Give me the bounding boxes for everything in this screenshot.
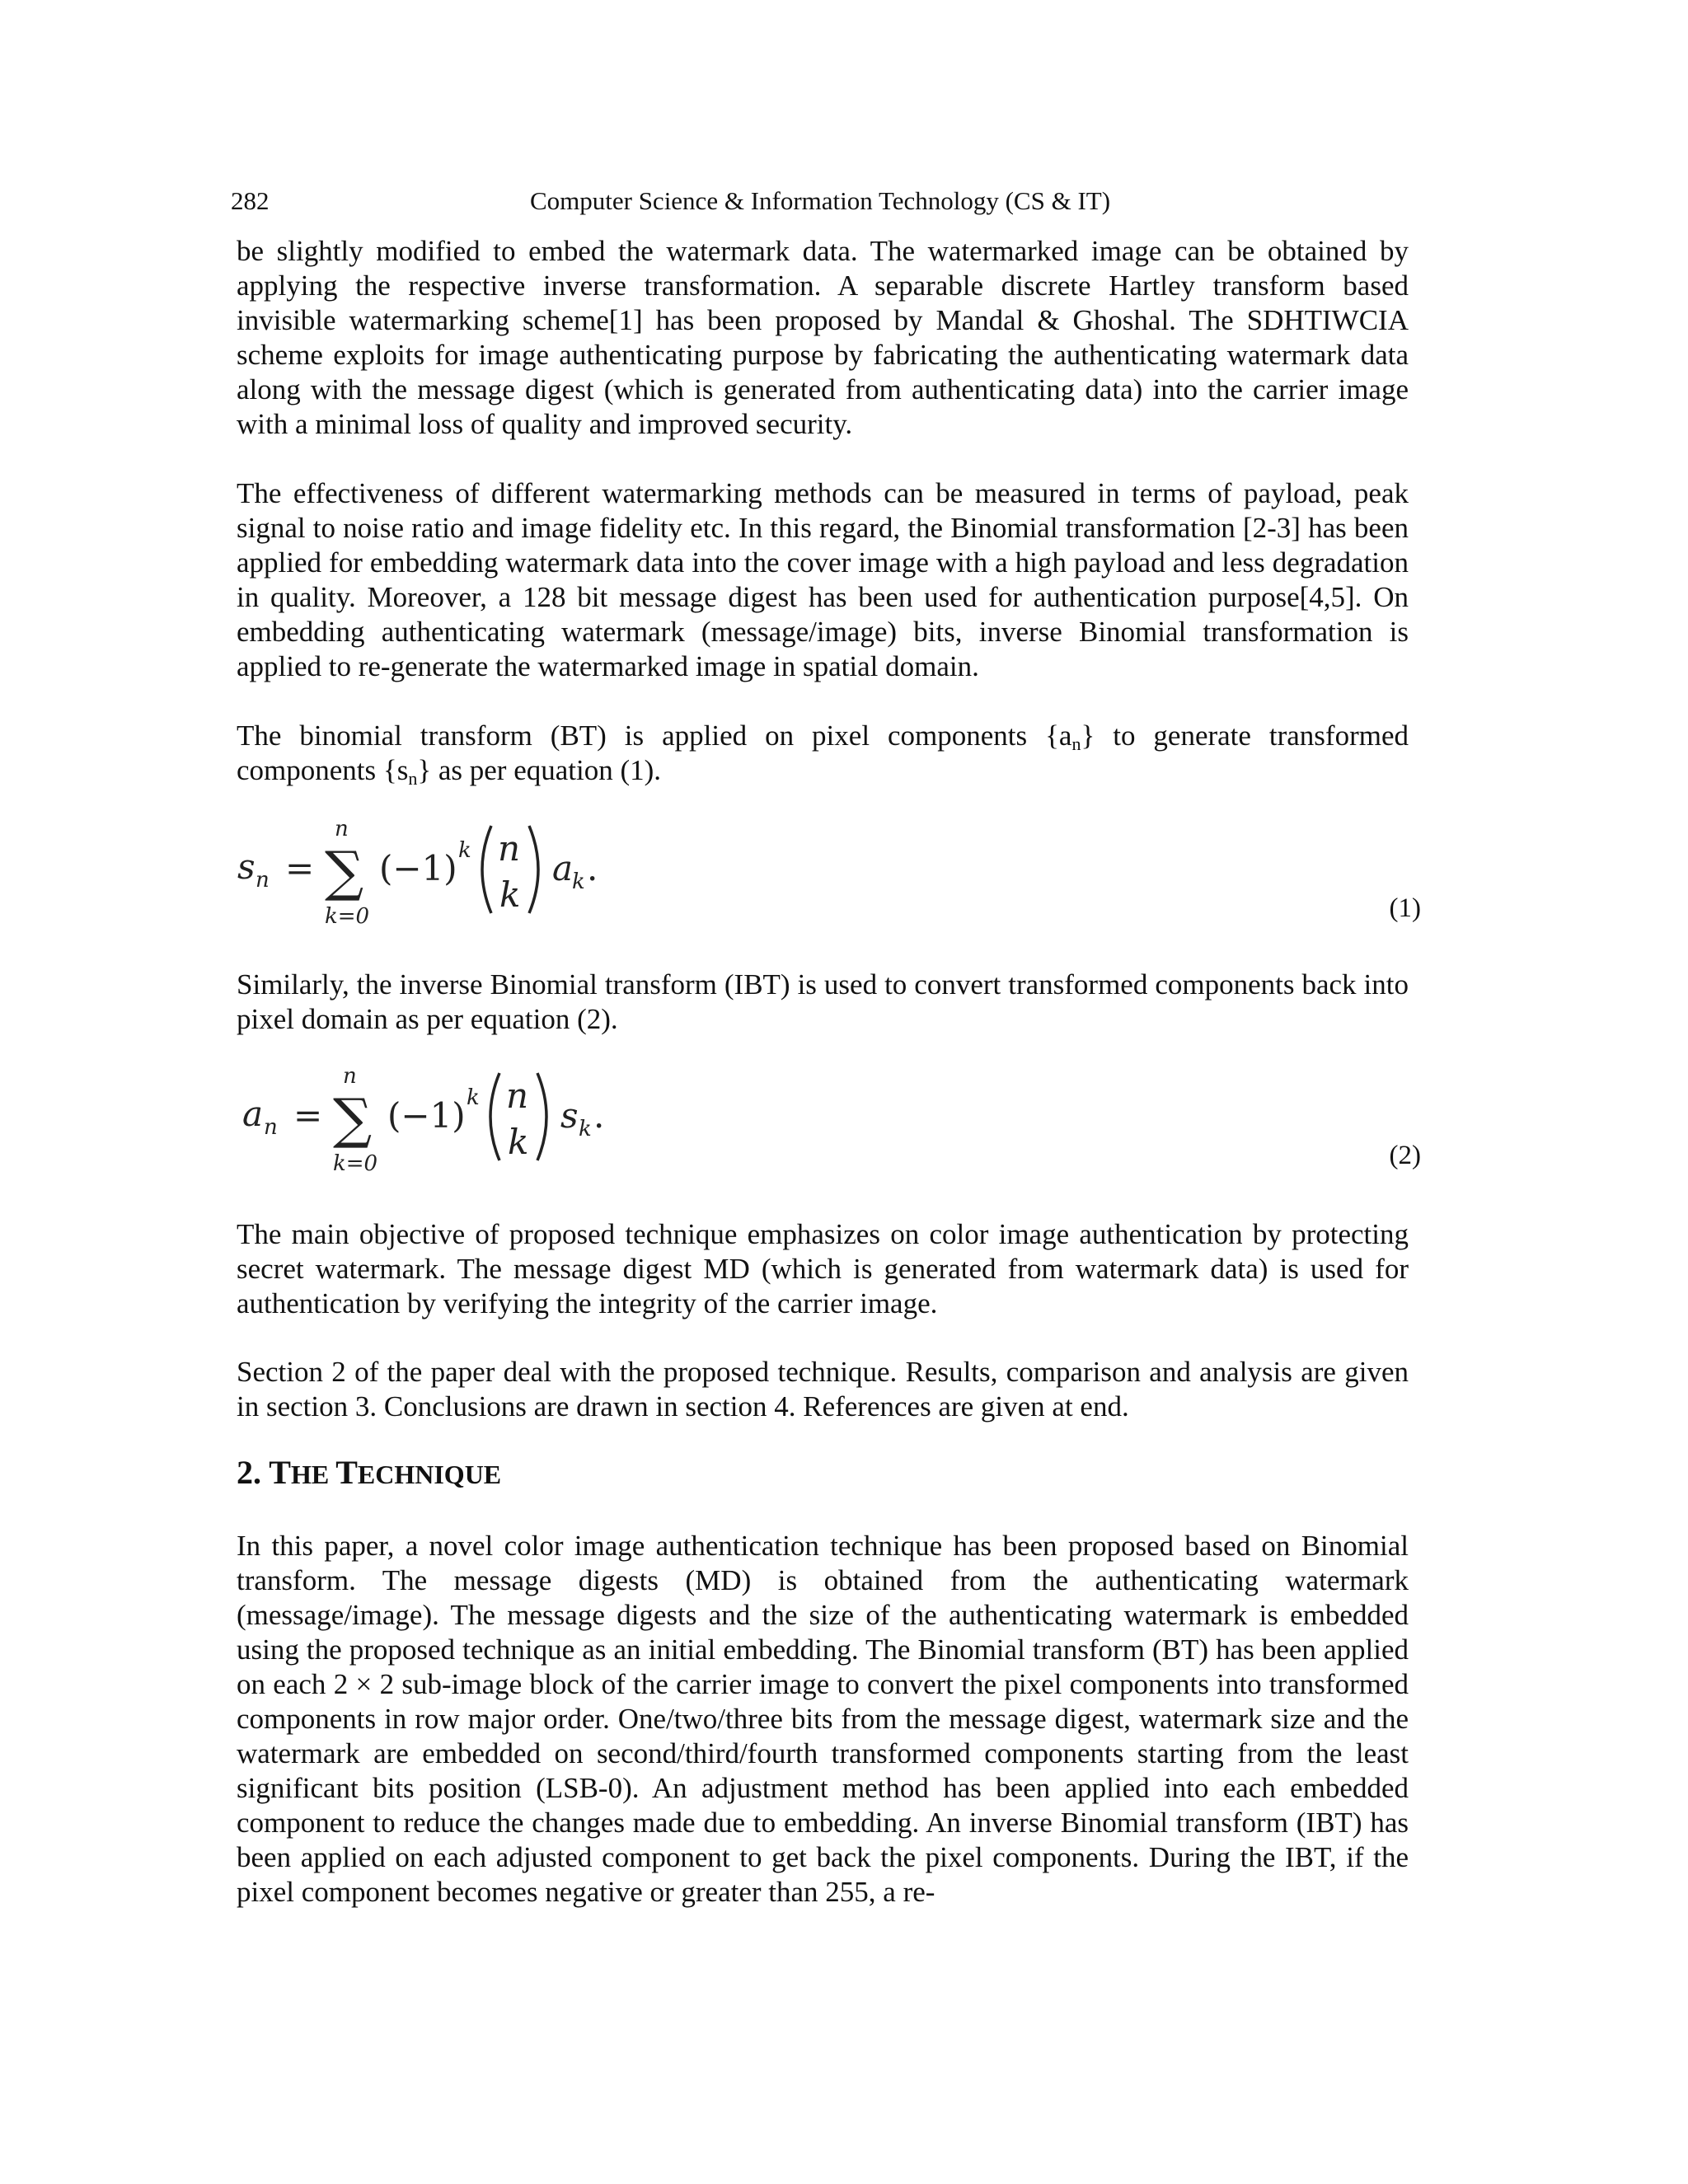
paragraph-technique-description: In this paper, a novel color image authentication technique has been proposed based on Binomial transform. The message digests (MD) is obtained from the authenticating watermark (message/image). The message digests and the size of the authenticating watermark is embedded using the proposed technique as an initial embedding. The Binomial transform (BT) has been applied on each 2 × 2 sub-image block of the carrier image to convert the pixel components into transformed components in row major order. One/two/three bits from the message digest, watermark size and the watermark are embedded on second/third/fourth transformed components starting from the least significant bits position (LSB-0). An adjustment method has been applied into each embedded component to reduce the changes made due to embedding. An inverse Binomial transform (IBT) has been applied on each adjusted component to get back the pixel components. During the IBT, if the pixel component becomes negative or greater than 255, a re- [237, 1530, 1409, 1908]
eq2-term-sub: k [579, 1117, 592, 1141]
paragraph-inverse-binomial: Similarly, the inverse Binomial transform (IBT) is used to convert transformed components back into pixel domain as per equation (2). [237, 968, 1409, 1035]
eq2-factor-exp: k [467, 1085, 480, 1110]
eq1-binom-left-paren [482, 826, 491, 913]
p3-text-2: } to generate transformed components {s [237, 719, 1409, 786]
eq2-period: . [593, 1095, 605, 1136]
equation-2-label: (2) [1389, 1141, 1421, 1170]
eq1-sum-lower: k=0 [325, 904, 370, 929]
eq1-binom-right-paren [529, 826, 538, 913]
paragraph-binomial-transform [237, 719, 1409, 788]
eq1-factor: (−1) [379, 848, 457, 888]
p3-subscript-1: n [1071, 733, 1081, 754]
eq2-lhs-sub: n [264, 1115, 278, 1140]
eq1-binom-top: n [498, 828, 521, 869]
p3-subscript-2: n [408, 768, 418, 789]
eq2-sum-lower: k=0 [333, 1151, 378, 1176]
eq2-binom-right-paren [537, 1073, 546, 1160]
eq2-binom-bottom: k [508, 1122, 529, 1162]
eq2-sigma-icon: ∑ [333, 1087, 373, 1151]
heading-word2-rest: ECHNIQUE [357, 1460, 502, 1489]
eq1-period: . [587, 848, 598, 888]
heading-number: 2. T [237, 1454, 291, 1491]
eq1-term-sub: k [572, 869, 585, 894]
page-header [231, 183, 1409, 219]
eq2-equals-sign: = [293, 1095, 323, 1136]
p3-text-1: The binomial transform (BT) is applied on pixel components {a [237, 719, 1072, 752]
eq2-term: s [560, 1095, 579, 1136]
eq1-lhs-sub: n [256, 868, 270, 893]
eq2-lhs-symbol: a [242, 1094, 264, 1134]
p3-text-3: } as per equation (1). [417, 754, 662, 786]
equation-2-formula [234, 1063, 893, 1179]
page-number: 282 [231, 186, 270, 215]
heading-word1-rest: HE [290, 1460, 336, 1489]
paragraph-objective: The main objective of proposed technique emphasizes on color image authentication by protecting secret watermark. The message digest MD (which is generated from watermark data) is used for authentication by verifying the integrity of the carrier image. [237, 1218, 1409, 1319]
equation-2 [234, 1063, 1421, 1179]
eq2-factor: (−1) [387, 1095, 466, 1136]
equation-1-label: (1) [1389, 893, 1421, 923]
eq1-binom-bottom: k [499, 874, 521, 915]
eq2-binom-left-paren [490, 1073, 499, 1160]
heading-word2-first: T [335, 1454, 358, 1491]
equation-1 [234, 816, 1421, 931]
eq1-sum-upper: n [335, 817, 349, 841]
eq1-term: a [552, 848, 574, 888]
eq1-sigma-icon: ∑ [325, 840, 364, 903]
eq1-factor-exp: k [458, 838, 471, 863]
paragraph-organization: Section 2 of the paper deal with the proposed technique. Results, comparison and analysis are given in section 3. Conclusions are drawn in section 4. References are given at end. [237, 1356, 1409, 1422]
paragraph-effectiveness: The effectiveness of different watermarking methods can be measured in terms of payload, peak signal to noise ratio and image fidelity etc. In this regard, the Binomial transformation [2-3] has been applied for embedding watermark data into the cover image with a high payload and less degradation in quality. Moreover, a 128 bit message digest has been used for authentication purpose[4,5]. On embedding authenticating watermark (message/image) bits, inverse Binomial transformation is applied to re-generate the watermarked image in spatial domain. [237, 477, 1409, 682]
eq1-lhs-symbol: s [237, 846, 256, 887]
section-heading-technique [237, 1452, 501, 1495]
running-title: Computer Science & Information Technology (CS & IT) [529, 186, 1111, 215]
paragraph-intro-continued: be slightly modified to embed the watermark data. The watermarked image can be obtained by applying the respective inverse transformation. A separable discrete Hartley transform based invisible watermarking scheme[1] has been proposed by Mandal & Ghoshal. The SDHTIWCIA scheme exploits for image authenticating purpose by fabricating the authenticating watermark data along with the message digest (which is generated from authenticating data) into the carrier image with a minimal loss of quality and improved security. [237, 235, 1409, 440]
eq1-equals-sign: = [285, 848, 315, 888]
eq2-binom-top: n [506, 1076, 529, 1116]
eq2-sum-upper: n [343, 1064, 357, 1089]
equation-1-formula [234, 816, 893, 931]
